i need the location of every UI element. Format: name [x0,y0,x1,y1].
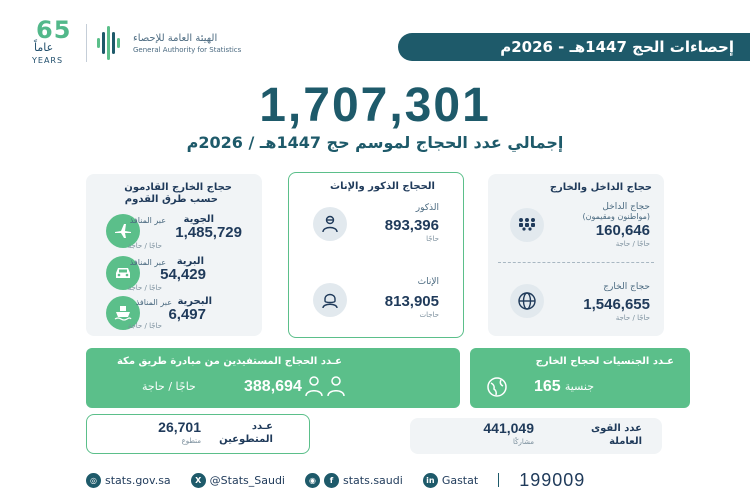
female-pilgrim-icon [313,283,347,317]
nationalities-value: 165 [534,378,561,395]
footer-divider [498,473,499,487]
logo-divider [86,24,87,62]
workforce-title-line2: العاملة [609,436,642,447]
volunteers-card [86,414,310,454]
male-value: 893,396 [384,217,439,234]
phone-number[interactable]: 199009 [519,469,586,490]
workforce-card [410,418,662,454]
domestic-label: حجاج الداخل [602,202,650,212]
foreign-unit: حاجًا / حاجة [615,314,650,322]
footer-x[interactable] [191,473,285,488]
makkah-route-unit: حاجًا / حاجة [142,380,196,393]
gastat-mark-icon [95,24,125,62]
domestic-value: 160,646 [595,222,650,239]
land-label: البرية [176,256,204,267]
workforce-unit: مشاركًا [513,438,534,446]
anniversary-arabic: عاماً [34,41,54,54]
linkedin-text[interactable]: Gastat [441,473,479,487]
volunteers-title-line2: المتطوعين [219,434,273,445]
domestic-unit: حاجًا / حاجة [615,240,650,248]
female-label: الإناث [417,277,439,287]
gastat-name-english: General Authority for Statistics [133,45,242,54]
total-pilgrims-label: إجمالي عدد الحجاج لموسم حج 1447هـ / 2026م [186,133,564,152]
female-value: 813,905 [384,293,439,310]
footer-website[interactable] [86,473,171,488]
air-label-prefix: عبر المنافذ [129,216,166,225]
sea-value: 6,497 [168,306,206,323]
land-value: 54,429 [160,266,206,283]
sea-label-prefix: عبر المنافذ [135,298,172,307]
footer [86,470,585,490]
air-label: الجوية [183,214,214,225]
arrival-title-line2: حسب طرق القدوم [124,194,218,205]
header-logos [30,16,241,70]
gender-title: الحجاج الذكور والإناث [330,181,435,192]
gastat-logo [95,24,241,62]
nationalities-unit: جنسية [564,380,594,393]
air-unit: حاجًا / حاجة [127,242,162,250]
nationalities-banner [470,348,690,408]
anniversary-number: 65 [36,16,72,44]
facebook-icon: f [324,473,339,488]
crowd-icon [510,208,544,242]
male-pilgrim-icon [313,207,347,241]
volunteers-title-line1: عـدد [251,421,273,432]
volunteers-value: 26,701 [158,419,201,435]
arrival-card [86,174,262,336]
volunteers-unit: متطوع [181,437,201,445]
web-icon: ◎ [86,473,101,488]
instagram-icon: ◉ [305,473,320,488]
footer-social[interactable] [305,473,403,488]
anniversary-english: YEARS [32,56,64,65]
x-handle-text[interactable]: @Stats_Saudi [209,473,285,487]
land-unit: حاجًا / حاجة [127,284,162,292]
female-unit: حاجات [419,311,439,319]
world-icon [486,376,508,398]
land-label-prefix: عبر المنافذ [129,258,166,267]
gender-card [288,172,464,338]
linkedin-icon: in [423,473,438,488]
total-pilgrims-value: 1,707,301 [259,79,491,132]
globe-icon [510,284,544,318]
social-handle-text[interactable]: stats.saudi [343,473,403,487]
footer-linkedin[interactable] [423,473,478,488]
makkah-route-value: 388,694 [244,378,302,395]
domestic-sublabel: (مواطنون ومقيمون) [582,212,650,221]
x-icon: X [191,473,206,488]
domestic-foreign-title: حجاج الداخل والخارج [549,182,652,193]
nationalities-title: عـدد الجنسيات لحجاج الخارج [535,356,674,367]
workforce-title-line1: عدد القوى [590,423,642,434]
foreign-label: حجاج الخارج [603,282,650,292]
gastat-name-arabic: الهيئة العامة للإحصاء [133,32,218,44]
title-banner [398,33,750,61]
male-label: الذكور [415,203,439,213]
air-value: 1,485,729 [175,224,242,241]
sea-unit: حاجًا / حاجة [127,322,162,330]
makkah-route-banner [86,348,460,408]
card-divider [498,262,654,263]
male-unit: حاجًا [426,235,439,243]
foreign-value: 1,546,655 [583,296,650,313]
website-text[interactable]: stats.gov.sa [105,473,171,487]
pilgrim-group-icon [302,374,352,400]
anniversary-logo [30,16,78,70]
sea-label: البحرية [177,296,212,307]
makkah-route-title: عـدد الحجاج المستفيدين من مبادرة طريق مكة [116,356,342,367]
workforce-value: 441,049 [483,420,534,436]
arrival-title-line1: حجاج الخارج القادمون [124,182,232,193]
page-title: إحصاءات الحج 1447هـ - 2026م [500,38,734,56]
domestic-foreign-card [488,174,664,336]
